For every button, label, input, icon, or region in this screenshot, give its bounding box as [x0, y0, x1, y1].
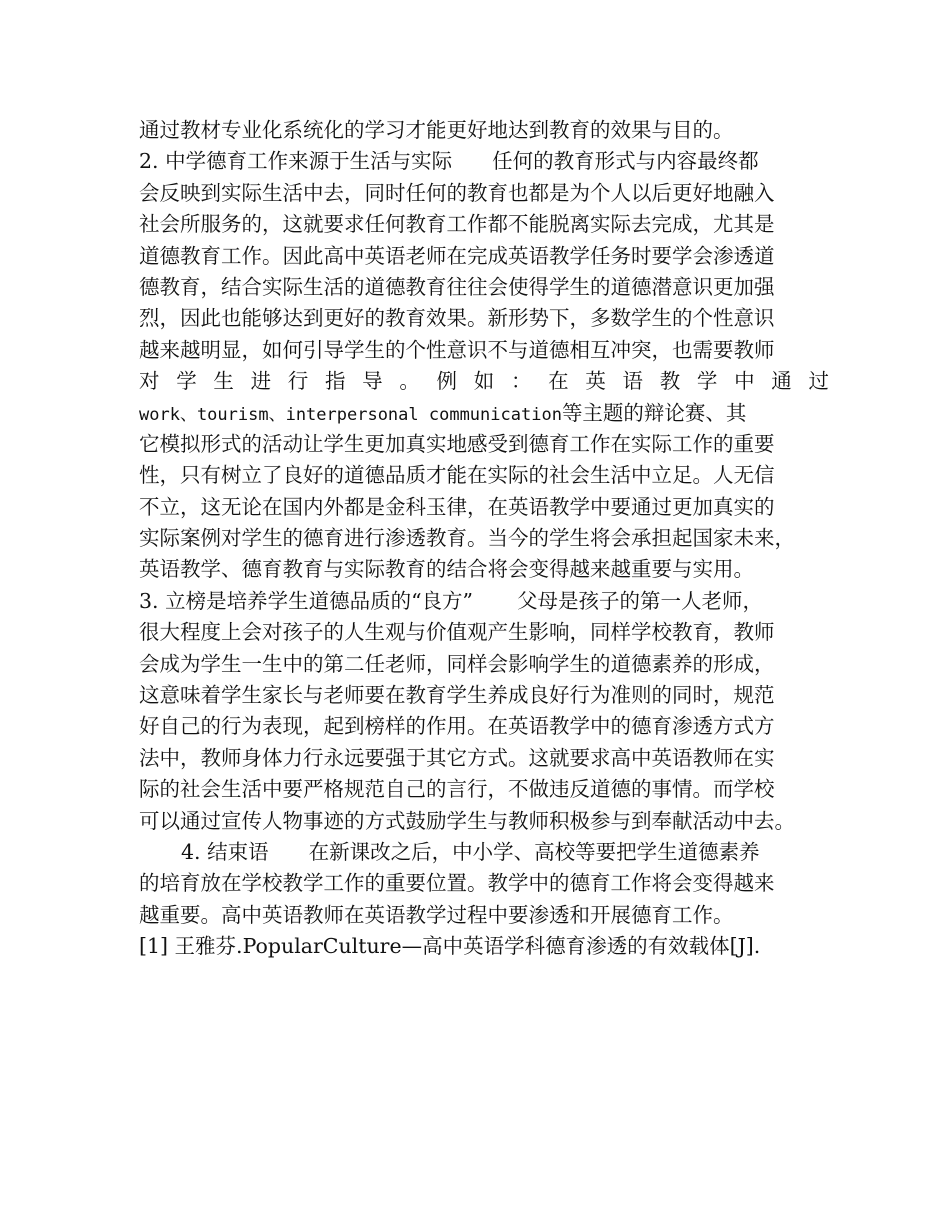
text-line: 它模拟形式的活动让学生更加真实地感受到德育工作在实际工作的重要 [139, 431, 775, 456]
text-line: 会成为学生一生中的第二任老师，同样会影响学生的道德素养的形成， [139, 651, 775, 676]
text-line: 实际案例对学生的德育进行渗透教育。当今的学生将会承担起国家未来， [139, 526, 795, 551]
text-fragment: 父母是孩子的第一人老师， [517, 588, 764, 613]
text-line: 性，只有树立了良好的道德品质才能在实际的社会生活中立足。人无信 [139, 463, 775, 488]
section-heading: 2. 中学德育工作来源于生活与实际 [139, 149, 453, 174]
text-line: 越重要。高中英语教师在英语教学过程中要渗透和开展德育工作。 [139, 902, 734, 927]
text-line: 烈，因此也能够达到更好的教育效果。新形势下，多数学生的个性意识 [139, 306, 775, 331]
reference-line: [1] 王雅芬.PopularCulture—高中英语学科德育渗透的有效载体[J]. [139, 934, 761, 959]
text-line: 通过教材专业化系统化的学习才能更好地达到教育的效果与目的。 [139, 118, 734, 142]
section-heading-line [139, 586, 829, 617]
text-line: 法中，教师身体力行永远要强于其它方式。这就要求高中英语教师在实 [139, 745, 775, 770]
spaced-text-line: 对 学 生 进 行 指 导 。 例 如 ： 在 英 语 教 学 中 通 过 [139, 369, 829, 394]
text-line: 很大程度上会对孩子的人生观与价值观产生影响，同样学校教育，教师 [139, 620, 775, 645]
english-terms: work、tourism、interpersonal communication [139, 404, 562, 425]
text-line: 德教育，结合实际生活的道德教育往往会使得学生的道德潜意识更加强 [139, 274, 775, 299]
section-heading-line [139, 837, 829, 868]
section-heading: 3. 立榜是培养学生道德品质的“良方” [139, 588, 474, 613]
text-fragment: 任何的教育形式与内容最终都 [492, 149, 759, 174]
text-fragment: 等主题的辩论赛、其 [561, 400, 747, 425]
text-line: 英语教学、德育教育与实际教育的结合将会变得越来越重要与实用。 [139, 557, 754, 582]
section-heading: 4. 结束语 [181, 839, 269, 864]
text-fragment: 在新课改之后，中小学、高校等要把学生道德素养 [308, 839, 760, 864]
document-page [139, 115, 829, 963]
text-line: 的培育放在学校教学工作的重要位置。教学中的德育工作将会变得越来 [139, 871, 775, 896]
section-heading-line [139, 146, 829, 177]
text-line: 这意味着学生家长与老师要在教育学生养成良好行为准则的同时，规范 [139, 683, 775, 708]
text-line: 不立，这无论在国内外都是金科玉律，在英语教学中要通过更加真实的 [139, 494, 775, 519]
text-line: 道德教育工作。因此高中英语老师在完成英语教学任务时要学会渗透道 [139, 243, 775, 268]
text-line: 可以通过宣传人物事迹的方式鼓励学生与教师积极参与到奉献活动中去。 [139, 808, 795, 833]
text-line: 际的社会生活中要严格规范自己的言行，不做违反道德的事情。而学校 [139, 777, 775, 802]
text-line: 会反映到实际生活中去，同时任何的教育也都是为个人以后更好地融入 [139, 180, 775, 205]
mixed-text-line [139, 398, 829, 429]
text-line: 社会所服务的，这就要求任何教育工作都不能脱离实际去完成，尤其是 [139, 212, 775, 237]
text-line: 越来越明显，如何引导学生的个性意识不与道德相互冲突，也需要教师 [139, 337, 775, 362]
text-line: 好自己的行为表现，起到榜样的作用。在英语教学中的德育渗透方式方 [139, 714, 775, 739]
